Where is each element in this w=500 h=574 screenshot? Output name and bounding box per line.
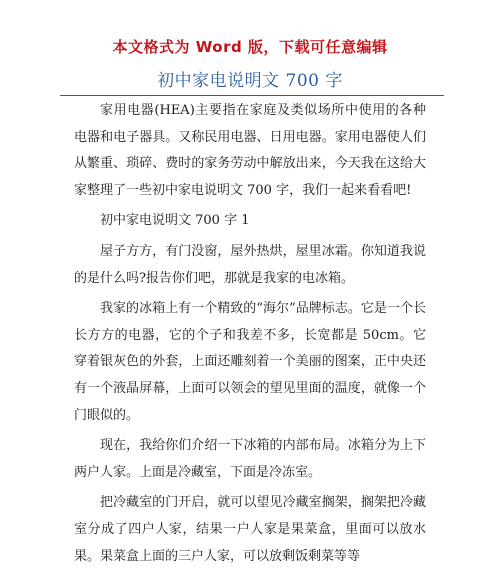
format-banner: 本文格式为 Word 版，下载可任意编辑 bbox=[112, 38, 388, 56]
paragraph: 我家的冰箱上有一个精致的“海尔”品牌标志。它是一个长长方方的电器，它的个子和我差不多，长宽都是 50cm。它穿着银灰色的外套，上面还雕刻着一个美丽的图案，正中央还有一个液晶屏幕，上面可以领会的望见里面的温度，就像一个门眼似的。 bbox=[74, 301, 426, 423]
paragraph: 屋子方方，有门没窗，屋外热烘，屋里冰霜。你知道我说的是什么吗?报告你们吧，那就是我家的电冰箱。 bbox=[74, 243, 426, 286]
paragraph: 把冷藏室的门开启，就可以望见冷藏室搁架，搁架把冷藏室分成了四户人家，结果一户人家是果菜盒，里面可以放水果。果菜盒上面的三户人家，可以放剩饭剩菜等等 bbox=[74, 495, 426, 564]
title-divider bbox=[60, 95, 444, 96]
paragraph-intro: 家用电器(HEA)主要指在家庭及类似场所中使用的各种电器和电子器具。又称民用电器、日用电器。家用电器使人们从繁重、琐碎、费时的家务劳动中解放出来，今天我在这给大家整理了一些初中家电说明文 700 字，我们一起来看看吧! bbox=[74, 103, 426, 198]
section-heading: 初中家电说明文 700 字 1 bbox=[100, 213, 250, 229]
paragraph: 现在，我给你们介绍一下冰箱的内部布局。冰箱分为上下两户人家。上面是冷藏室，下面是冷冻室。 bbox=[74, 438, 426, 480]
document-title: 初中家电说明文 700 字 bbox=[157, 71, 343, 91]
document-body bbox=[74, 98, 426, 574]
